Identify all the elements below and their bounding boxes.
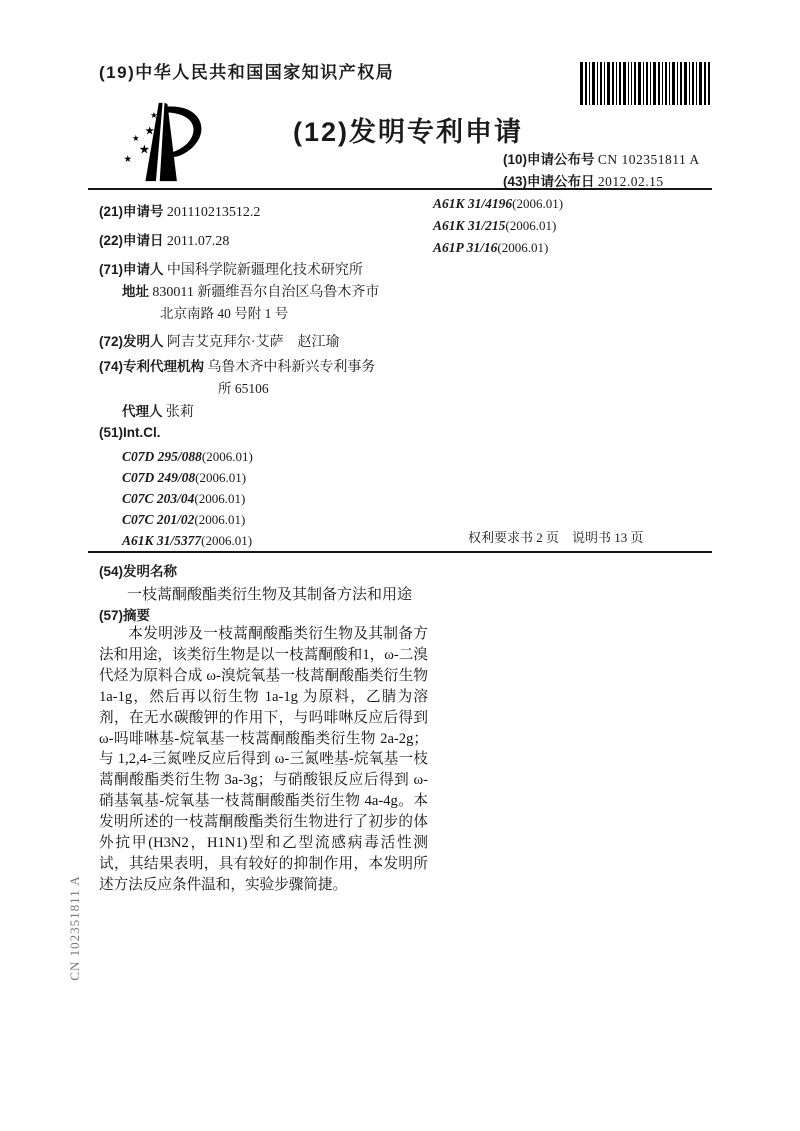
svg-text:★: ★ bbox=[150, 110, 158, 121]
agency-name: 乌鲁木齐中科新兴专利事务 bbox=[207, 360, 376, 375]
filing-date-value: 2011.07.28 bbox=[166, 234, 230, 249]
pages-note: 权利要求书 2 页 说明书 13 页 bbox=[468, 530, 644, 545]
publication-date-label: (43)申请公布日 bbox=[503, 174, 595, 189]
address-line1: 830011 新疆维吾尔自治区乌鲁木齐市 bbox=[152, 285, 380, 300]
intcl-entry: A61K 31/4196(2006.01) bbox=[433, 196, 564, 211]
svg-text:★: ★ bbox=[138, 142, 150, 157]
issuing-office-line: (19)中华人民共和国国家知识产权局 bbox=[99, 63, 395, 82]
sipo-logo bbox=[112, 98, 217, 186]
inventor-names: 阿吉艾克拜尔·艾萨 赵江瑜 bbox=[166, 335, 340, 350]
publication-number-row bbox=[503, 148, 700, 168]
agent-row bbox=[122, 400, 194, 421]
intcl-entry: C07C 201/02(2006.01) bbox=[122, 512, 246, 527]
publication-date-row bbox=[503, 170, 664, 190]
invention-title: 一枝蒿酮酸酯类衍生物及其制备方法和用途 bbox=[127, 587, 413, 603]
publication-date-value: 2012.02.15 bbox=[597, 174, 664, 189]
abstract-label: (57)摘要 bbox=[99, 608, 151, 623]
filing-date-row bbox=[99, 229, 229, 250]
address-label: 地址 bbox=[122, 284, 149, 299]
abstract-text: 本发明涉及一枝蒿酮酸酯类衍生物及其制备方法和用途，该类衍生物是以一枝蒿酮酸和1，ω-二溴代烃为原料合成 ω-溴烷氧基一枝蒿酮酸酯类衍生物 1a-1g，然后再以衍生物 1a-1g 为原料，乙腈为溶剂，在无水碳酸钾的作用下，与吗啡啉反应后得到 ω-吗啡啉基-烷氧基一枝蒿酮酸酯类衍生物 2a-2g；与 1,2,4-三氮唑反应后得到 ω-三氮唑基-烷氧基一枝蒿酮酸酯类衍生物 3a-3g；与硝酸银反应后得到 ω-硝基氧基-烷氧基一枝蒿酮酸酯类衍生物 4a-4g。本发明所述的一枝蒿酮酸酯类衍生物进行了初步的体外抗甲(H3N2，H1N1)型和乙型流感病毒活性测试，其结果表明，具有较好的抑制作用，本发明所述方法反应条件温和，实验步骤简捷。 bbox=[99, 626, 428, 893]
svg-text:★: ★ bbox=[144, 125, 155, 138]
inventor-row bbox=[99, 330, 340, 351]
intcl-entry: A61K 31/5377(2006.01) bbox=[122, 533, 253, 548]
intcl-entry: C07D 295/088(2006.01) bbox=[122, 449, 253, 464]
invention-title-label: (54)发明名称 bbox=[99, 564, 178, 579]
section-divider bbox=[88, 551, 712, 553]
agency-row bbox=[99, 355, 375, 376]
svg-text:★: ★ bbox=[132, 133, 140, 144]
application-number-row bbox=[99, 200, 260, 221]
intcl-label: (51)Int.Cl. bbox=[99, 425, 161, 440]
barcode bbox=[580, 62, 710, 105]
publication-number-value: CN 102351811 A bbox=[597, 152, 700, 167]
filing-date-label: (22)申请日 bbox=[99, 233, 164, 248]
intcl-entry: C07D 249/08(2006.01) bbox=[122, 470, 247, 485]
side-publication-number: CN 102351811 A bbox=[67, 875, 82, 981]
agency-name-line2: 所 65106 bbox=[218, 381, 269, 396]
intcl-entry: A61P 31/16(2006.01) bbox=[433, 240, 549, 255]
intcl-entry: C07C 203/04(2006.01) bbox=[122, 491, 246, 506]
agent-name: 张莉 bbox=[165, 405, 194, 420]
header-divider bbox=[88, 188, 712, 190]
publication-number-label: (10)申请公布号 bbox=[503, 152, 595, 167]
applicant-value: 中国科学院新疆理化技术研究所 bbox=[166, 263, 363, 278]
inventor-label: (72)发明人 bbox=[99, 334, 164, 349]
intcl-entry: A61K 31/215(2006.01) bbox=[433, 218, 557, 233]
agency-label: (74)专利代理机构 bbox=[99, 359, 205, 374]
svg-text:★: ★ bbox=[123, 154, 133, 166]
document-type-title: (12)发明专利申请 bbox=[293, 117, 524, 147]
address-line2: 北京南路 40 号附 1 号 bbox=[160, 306, 289, 321]
application-number-value: 201110213512.2 bbox=[166, 205, 261, 220]
application-number-label: (21)申请号 bbox=[99, 204, 164, 219]
address-row bbox=[122, 280, 379, 301]
applicant-row bbox=[99, 258, 363, 279]
applicant-label: (71)申请人 bbox=[99, 262, 164, 277]
agent-label: 代理人 bbox=[122, 404, 163, 419]
